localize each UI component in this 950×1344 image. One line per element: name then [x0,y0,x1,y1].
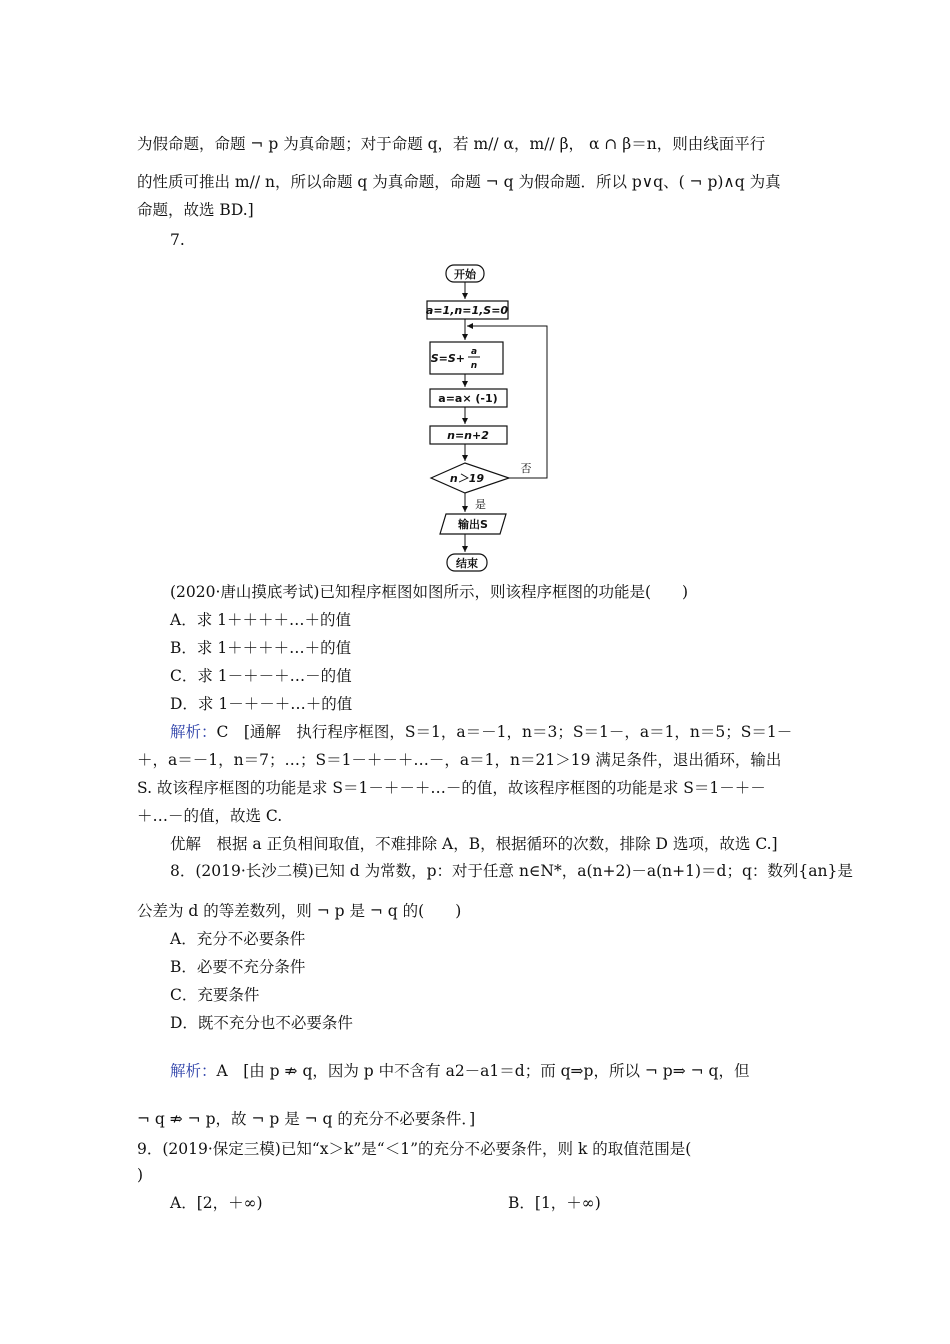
text-line-1: 为假命题，命题 ¬ p 为真命题；对于命题 q，若 m// α，m// β， α ∩ β＝n，则由线面平行 [137,135,766,153]
flow-start-label: 开始 [454,268,476,281]
question-8-option-a: A．充分不必要条件 [170,930,306,948]
question-7-number: 7. [170,231,185,249]
text-line-3: 命题，故选 BD.] [137,201,254,219]
question-9-option-b: B．[1，＋∞) [508,1194,601,1212]
text-line-2: 的性质可推出 m// n，所以命题 q 为真命题，命题 ¬ q 为假命题．所以 p∨q、( ¬ p)∧q 为真 [137,173,781,191]
question-8-stem-line-2: 公差为 d 的等差数列，则 ¬ p 是 ¬ q 的( ) [137,902,462,920]
question-7-solution-line-1 [170,722,792,742]
question-7-option-c: C．求 1－＋－＋…－的值 [170,667,352,685]
flow-condition-label: n＞19 [449,472,485,485]
question-9-option-a: A．[2，＋∞) [170,1194,263,1212]
flow-update-a-label: a=a× (-1) [438,392,498,405]
question-7-solution-line-5: 优解 根据 a 正负相间取值，不难排除 A，B，根据循环的次数，排除 D 选项，故选 C.] [170,835,778,853]
flow-update-n-label: n=n+2 [447,429,489,442]
flow-sum-numerator: a [470,347,478,357]
flow-sum-denominator: n [470,361,478,371]
solution-text: A [由 p ⇏ q，因为 p 中不含有 a2－a1＝d；而 q⇒p，所以 ¬ p⇒ ¬ q，但 [216,1062,750,1080]
question-7-solution-line-3: S. 故该程序框图的功能是求 S＝1－＋－＋…－的值，故该程序框图的功能是求 S＝1－＋－ [137,779,766,797]
flow-yes-label: 是 [475,498,486,511]
solution-label: 解析： [170,723,217,741]
solution-text: C [通解 执行程序框图，S＝1，a＝－1，n＝3；S＝1－，a＝1，n＝5；S＝1－ [216,723,793,741]
question-7-option-d: D．求 1－＋－＋…＋的值 [170,695,353,713]
program-flowchart [420,258,570,578]
question-8-option-d: D．既不充分也不必要条件 [170,1014,353,1032]
flow-sum-lhs: S=S+ [430,352,465,365]
solution-label: 解析： [170,1062,217,1080]
question-7-solution-line-4: ＋…－的值，故选 C. [137,807,283,825]
flow-end-label: 结束 [456,557,478,570]
question-9-stem-line-2: ) [137,1166,144,1184]
question-8-solution-line-1 [170,1061,749,1081]
question-9-stem-line-1: 9．(2019·保定三模)已知“x＞k”是“＜1”的充分不必要条件，则 k 的取值范围是( [137,1140,692,1158]
question-7-solution-line-2: ＋，a＝－1，n＝7；…；S＝1－＋－＋…－，a＝1，n＝21＞19 满足条件，退出循环，输出 [137,751,782,769]
question-8-option-c: C．充要条件 [170,986,260,1004]
flow-no-label: 否 [520,462,532,475]
question-8-stem-line-1: 8．(2019·长沙二模)已知 d 为常数，p：对于任意 n∈N*，a(n+2)－a(n+1)＝d；q：数列{an}是 [170,862,853,880]
flow-output-label: 输出S [458,518,488,531]
question-8-option-b: B．必要不充分条件 [170,958,306,976]
question-7-option-b: B．求 1＋＋＋＋…＋的值 [170,639,352,657]
question-7-option-a: A．求 1＋＋＋＋…＋的值 [170,611,351,629]
flow-init-label: a=1,n=1,S=0 [425,304,509,317]
question-7-stem: (2020·唐山摸底考试)已知程序框图如图所示，则该程序框图的功能是( ) [170,583,689,601]
question-8-solution-line-2: ¬ q ⇏ ¬ p，故 ¬ p 是 ¬ q 的充分不必要条件．] [137,1110,476,1128]
